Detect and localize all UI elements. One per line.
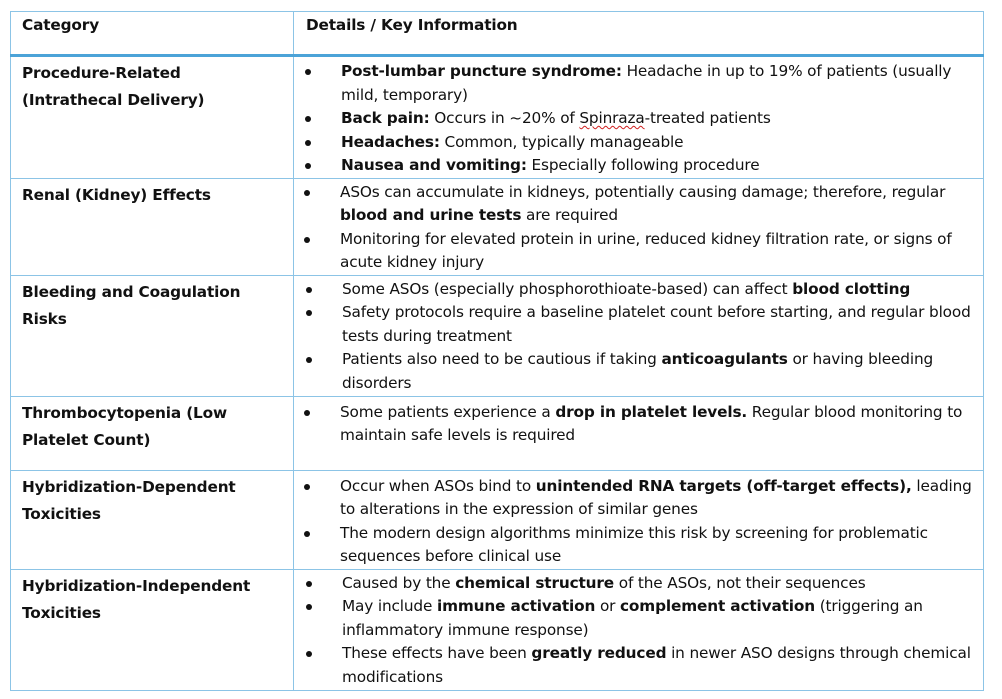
list-item [294,348,977,395]
category-cell [11,569,294,690]
bold-term: anticoagulants [661,350,788,368]
bullet-text: May include [342,597,437,615]
list-item [294,278,977,302]
bullet-text: Especially following procedure [526,156,760,174]
table-row [11,396,984,470]
bullet-icon [304,237,310,243]
bullet-text: The modern design algorithms minimize this risk by screening for problematic sequences before clinical use [340,523,928,565]
list-item [294,595,977,642]
list-item [294,181,977,228]
category-label: (Intrathecal Delivery) [22,91,205,109]
table-row [11,470,984,569]
bold-term: immune activation [436,597,596,615]
bullet-icon [306,310,312,316]
details-cell [294,56,984,179]
bullet-text: Common, typically manageable [439,132,684,151]
category-label: Hybridization-Independent [22,576,251,595]
details-cell [294,396,984,470]
bullet-text: Patients also need to be cautious if taking [342,350,662,368]
bold-term: Nausea and vomiting: [341,156,527,174]
bullet-text: are required [521,206,618,224]
bold-term: complement activation [620,597,815,615]
category-label: Bleeding and Coagulation [22,282,241,301]
table-row [11,178,984,275]
header-details: Details / Key Information [294,12,984,56]
bullet-text: Safety protocols require a baseline platelet count before starting, and regular blood tests during treatment [342,303,971,345]
category-label: Toxicities [22,603,101,622]
list-item [294,401,977,448]
list-item [294,228,977,275]
category-cell [11,56,294,179]
table-row [11,275,984,396]
list-item [294,60,977,107]
bold-term: greatly reduced [531,644,667,662]
bold-term: blood and urine tests [340,206,522,224]
category-cell [11,178,294,275]
bullet-icon [305,163,311,169]
category-label: Hybridization-Dependent [22,477,236,496]
bullet-text: Some patients experience a [340,402,556,421]
bold-term: unintended RNA targets (off-target effects), [535,476,912,495]
bullet-text: Occurs in ~20% of [429,109,580,127]
bullet-list [294,179,977,275]
bullet-icon [305,140,311,146]
category-label: Platelet Count) [22,430,151,449]
bullet-icon [306,651,312,657]
category-cell [11,275,294,396]
bullet-list [294,471,977,569]
bullet-icon [306,357,312,363]
bullet-icon [304,531,310,537]
bold-term: blood clotting [792,279,911,298]
bullet-list [294,276,977,396]
bullet-icon [304,190,310,196]
bold-term: Post-lumbar puncture syndrome: [341,62,622,80]
bullet-icon [304,410,310,416]
bullet-icon [306,287,312,293]
bullet-text: of the ASOs, not their sequences [614,573,866,592]
list-item [294,301,977,348]
bold-term: drop in platelet levels. [555,402,748,421]
bullet-text: ASOs can accumulate in kidneys, potentially causing damage; therefore, regular [340,182,946,201]
bullet-icon [305,116,311,122]
side-effects-table [10,11,984,691]
list-item [294,107,977,131]
bullet-text: or [595,597,621,615]
bullet-text: Some ASOs (especially phosphorothioate-based) can affect [342,279,793,298]
header-row [11,12,984,56]
table-row [11,56,984,179]
category-cell [11,470,294,569]
category-label: Renal (Kidney) Effects [22,185,211,204]
list-item [294,572,977,596]
bullet-icon [306,581,312,587]
bullet-list [294,57,977,178]
bullet-text: Regular blood monitoring to maintain safe levels is required [340,402,963,444]
details-cell [294,569,984,690]
table-row [11,569,984,690]
bullet-text: in newer ASO designs through chemical modifications [342,644,971,686]
bullet-text: -treated patients [644,109,771,127]
list-item [294,642,977,689]
spellcheck-flagged-word[interactable]: Spinraza [579,109,645,127]
bullet-text: leading to alterations in the expression of similar genes [340,476,972,518]
details-cell [294,275,984,396]
bullet-text: or having bleeding disorders [342,350,934,392]
category-label: Risks [22,309,67,328]
bold-term: Back pain: [341,109,430,127]
bullet-text: These effects have been [342,644,532,662]
category-cell [11,396,294,470]
bullet-text: Monitoring for elevated protein in urine, reduced kidney filtration rate, or signs of acute kidney injury [340,229,952,271]
bullet-list [294,397,977,448]
bullet-text: (triggering an inflammatory immune response) [342,597,923,639]
list-item [294,154,977,178]
bullet-icon [304,484,310,490]
header-category: Category [11,12,294,56]
bold-term: Headaches: [341,132,440,151]
list-item [294,131,977,155]
bullet-icon [306,604,312,610]
list-item [294,522,977,569]
bullet-list [294,570,977,690]
bold-term: chemical structure [455,573,615,592]
category-label: Procedure-Related [22,64,181,82]
list-item [294,475,977,522]
details-cell [294,470,984,569]
bullet-text: Caused by the [342,573,456,592]
bullet-icon [305,69,311,75]
bullet-text: Headache in up to 19% of patients (usually mild, temporary) [341,62,952,104]
details-cell [294,178,984,275]
category-label: Toxicities [22,504,101,523]
category-label: Thrombocytopenia (Low [22,403,227,422]
bullet-text: Occur when ASOs bind to [340,476,536,495]
